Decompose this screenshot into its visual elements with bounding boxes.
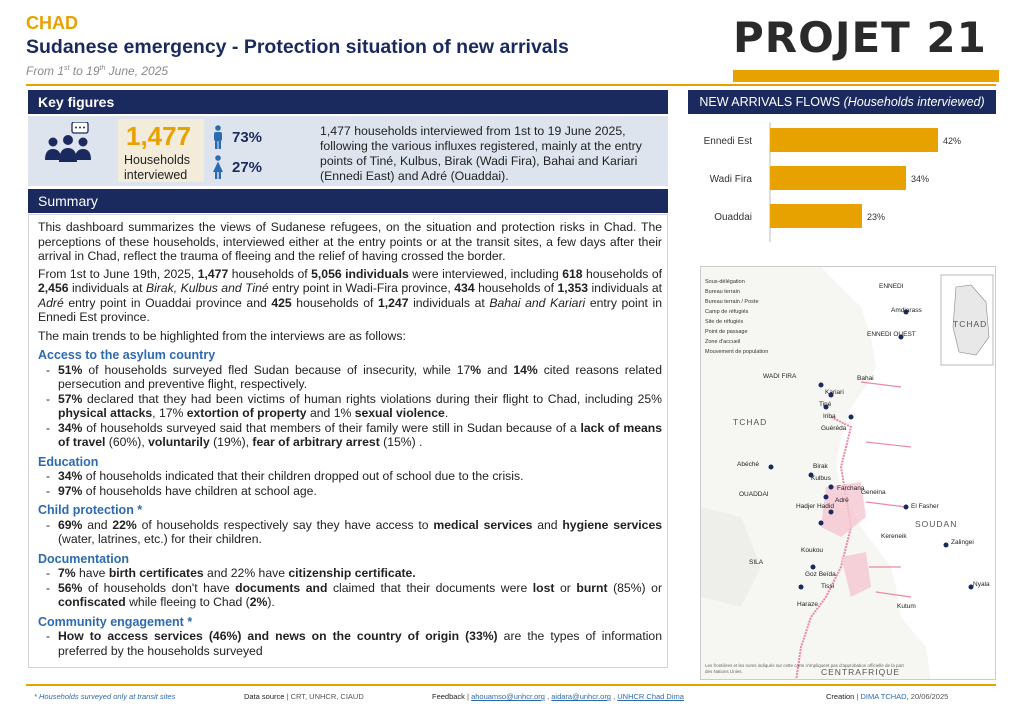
- access-list: [38, 363, 662, 450]
- map-legend: [705, 277, 825, 357]
- footer-creation: Creation | DIMA TCHAD, 20/06/2025: [826, 692, 949, 701]
- flows-bar-chart: [688, 114, 996, 244]
- households-figure: [118, 119, 323, 182]
- summary-heading: Summary: [28, 189, 668, 213]
- map-disclaimer: Les frontières et les noms indiqués sur cette carte n'impliquent pas d'approbation officielle de la part des Nations Unies.: [705, 663, 904, 674]
- map-label: TCHAD: [733, 417, 768, 427]
- section-community-title: Community engagement *: [38, 614, 193, 629]
- map-label: Hadjer Hadid: [796, 503, 834, 510]
- sex-breakdown: [204, 119, 323, 182]
- map-label: WADI FIRA: [763, 373, 797, 380]
- bar-value-label: 34%: [911, 174, 930, 184]
- male-row: [212, 125, 262, 149]
- map-label: ENNEDI: [879, 283, 904, 290]
- list-item: - 34% of households surveyed said that members of their family were still in Sudan because of a lack of means of travel (60%), voluntarily (19%), fear of arbitrary arrest (15%) .: [46, 421, 662, 450]
- header-divider: [26, 84, 996, 86]
- community-icon: [44, 122, 88, 162]
- province-area: [701, 507, 764, 607]
- map-label: Goz Beïda: [805, 571, 836, 578]
- map-label: Kariari: [825, 389, 844, 396]
- page-header: [26, 12, 706, 78]
- summary-trends-intro: The main trends to be highlighted from the interviews are as follows:: [38, 328, 406, 343]
- bar-value-label: 42%: [943, 136, 962, 146]
- org-link[interactable]: UNHCR Chad Dima: [617, 692, 684, 701]
- legend-item: Camp de réfugiés: [705, 309, 749, 315]
- female-icon: [212, 155, 224, 179]
- category-label: Wadi Fira: [709, 174, 752, 185]
- legend-item: Point de passage: [705, 329, 748, 335]
- brand-logo: PROJET 21: [733, 13, 987, 62]
- documentation-list: [38, 566, 662, 610]
- map-label: Iriba: [823, 413, 836, 420]
- bar: [770, 166, 906, 190]
- bar: [770, 128, 938, 152]
- key-figures-heading: Key figures: [28, 90, 668, 114]
- legend-item: Bureau terrain: [705, 289, 740, 295]
- category-label: Ouaddai: [714, 212, 752, 223]
- key-figures-panel: [28, 116, 668, 186]
- brand-accent-bar: [733, 70, 999, 82]
- map-label: Guéréda: [821, 425, 847, 432]
- legend-item: Zone d'accueil: [705, 339, 741, 345]
- flows-chart-panel: [688, 114, 996, 244]
- footer-note: * Households surveyed only at transit sites: [34, 692, 176, 701]
- map-label: SOUDAN: [915, 519, 958, 529]
- map-label: Adré: [835, 497, 849, 504]
- map-label: SILA: [749, 559, 764, 566]
- map-label: Geneina: [861, 489, 886, 496]
- map-label: Nyala: [973, 581, 990, 588]
- map-label: Kutum: [897, 603, 916, 610]
- page-title: Sudanese emergency - Protection situation of new arrivals: [26, 36, 569, 58]
- list-item: - 57% declared that they had been victims of human rights violations during their flight to Chad, including 25% physical attacks, 17% extortion of property and 1% sexual violence.: [46, 392, 662, 421]
- map-label: ENNEDI OUEST: [867, 331, 916, 338]
- brand-block: [733, 14, 999, 82]
- map-label: El Fasher: [911, 503, 939, 510]
- map-label: Bahai: [857, 375, 874, 382]
- section-child-protection-title: Child protection *: [38, 503, 143, 517]
- country-label: CHAD: [26, 13, 78, 33]
- map-label: CENTRAFRIQUE: [821, 667, 901, 677]
- section-education-title: Education: [38, 454, 99, 469]
- list-item: - 69% and 22% of households respectively say they have access to medical services and hygiene services (water, latrines, etc.) for their children.: [46, 518, 662, 547]
- male-percentage: 73%: [232, 128, 263, 146]
- legend-item: Bureau terrain / Poste: [705, 299, 759, 305]
- map-label: Kulbus: [811, 475, 831, 482]
- households-label: Households interviewed: [124, 153, 191, 182]
- report-period: From 1st to 19th June, 2025: [26, 64, 169, 78]
- map-label: OUADDAI: [739, 491, 769, 498]
- legend-item: Site de réfugiés: [705, 319, 744, 325]
- map-label: Kereneik: [881, 533, 907, 540]
- legend-item: Mouvement de population: [705, 349, 769, 355]
- female-percentage: 27%: [232, 158, 263, 176]
- map-label: Farchana: [837, 485, 865, 492]
- list-item: - 51% of households surveyed fled Sudan because of insecurity, while 17% and 14% cited reasons related persecution and preventive flight, respectively.: [46, 363, 662, 392]
- map-label: Tissi: [821, 583, 835, 590]
- section-documentation-title: Documentation: [38, 551, 129, 566]
- list-item: - 7% have birth certificates and 22% have citizenship certificate.: [46, 566, 662, 581]
- list-item: - How to access services (46%) and news on the country of origin (33%) are the types of information preferred by the households surveyed: [46, 629, 662, 658]
- map-label: Haraze: [797, 601, 818, 608]
- education-list: [38, 469, 662, 498]
- footer-data-source: Data source | CRT, UNHCR, CIAUD: [244, 692, 364, 701]
- bar: [770, 204, 862, 228]
- email-link-2[interactable]: aidara@unhcr.org: [551, 692, 611, 701]
- households-count: 1,477: [126, 121, 192, 151]
- child-protection-list: [38, 518, 662, 547]
- legend-item: Sous-délégation: [705, 279, 745, 285]
- list-item: - 56% of households don't have documents and claimed that their documents were lost or burnt (85%) or confiscated while fleeing to Chad (2%).: [46, 581, 662, 610]
- reception-zone: [841, 552, 871, 597]
- footer-divider: [26, 684, 996, 686]
- key-figures-description: 1,477 households interviewed from 1st to 19 June 2025, following the various influxes registered, mainly at the entry points of Tiné, Kulbus, Birak (Wadi Fira), Bahai and Kariari (Ennedi East) and Adré (Ouaddai).: [320, 124, 642, 183]
- map-label: Tiné: [819, 401, 832, 408]
- female-row: [212, 155, 262, 179]
- map-label: Koukou: [801, 547, 824, 554]
- flows-heading: NEW ARRIVALS FLOWS (Households interviewed): [688, 90, 996, 114]
- bar-value-label: 23%: [867, 212, 886, 222]
- male-icon: [212, 125, 224, 149]
- situation-map: [700, 266, 996, 680]
- footer-feedback: Feedback | ahouamso@unhcr.org , aidara@unhcr.org , UNHCR Chad Dima: [432, 692, 684, 701]
- community-list: [38, 629, 662, 658]
- summary-intro: This dashboard summarizes the views of Sudanese refugees, on the situation and protection risks in Chad. The perceptions of these households, interviewed either at the entry points or at the transit sites, a few days after their arrival in Chad, reflect the trauma of fleeing and the relief of having crossed the border.: [38, 220, 662, 263]
- summary-scope: From 1st to June 19th, 2025, 1,477 households of 5,056 individuals were interviewed, including 618 households of 2,456 individuals at Birak, Kulbus and Tiné entry point in Wadi-Fira province, 434 households of 1,353 individuals at Adré entry point in Ouaddai province and 425 households of 1,247 individuals at Bahai and Kariari entry point in Ennedi Est province.: [38, 266, 663, 324]
- map-label: Birak: [813, 463, 828, 470]
- list-item: - 97% of households have children at school age.: [46, 484, 662, 499]
- map-label: Abéché: [737, 461, 760, 468]
- email-link-1[interactable]: ahouamso@unhcr.org: [471, 692, 545, 701]
- map-label: Amdjarass: [891, 307, 922, 314]
- map-label: Zalingei: [951, 539, 974, 546]
- section-access-title: Access to the asylum country: [38, 348, 216, 362]
- summary-body: [38, 220, 662, 658]
- category-label: Ennedi Est: [703, 136, 752, 147]
- list-item: - 34% of households indicated that their children dropped out of school due to the crisis.: [46, 469, 662, 484]
- map-label: TCHAD: [953, 319, 988, 329]
